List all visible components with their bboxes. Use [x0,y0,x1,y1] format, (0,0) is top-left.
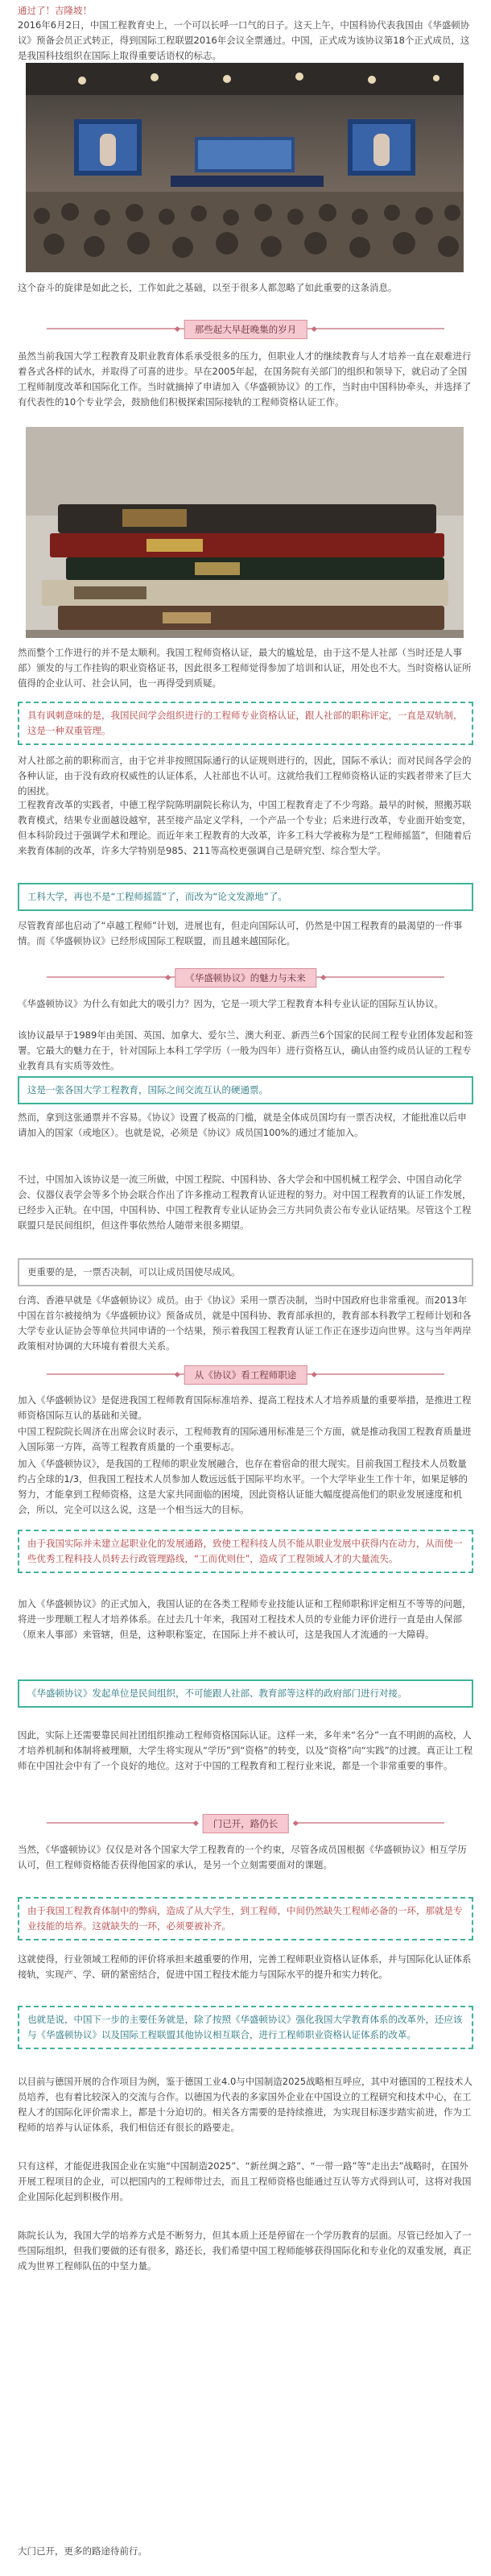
quote-text: 更重要的是，一票否决制，可以让成员国使尽成风。 [27,1266,241,1278]
paragraph: 该协议最早于1989年由美国、英国、加拿大、爱尔兰、澳大利亚、新西兰6个国家的民间工程专业团体发起和签署。它最大的魅力在于，针对国际上本科工学学历（一般为四年）进行资格互认，确认由签约成员认证的工程专业教育具有实质等效性。 [18,1029,473,1071]
section-title: 从《协议》看工程师职途 [184,1365,307,1385]
quote-text: 具有讽刺意味的是，我国民间学会组织进行的工程师专业资格认证，跟人社部的职称评定，一直是双轨制，这是一种双重管理。 [27,710,463,736]
quote-text: 也就是说，中国下一步的主要任务就是，除了按照《华盛顿协议》强化我国大学教育体系的改革外，还应该与《华盛顿协议》以及国际工程联盟其他协议相互联合，进行工程师职业资格认证体系的改革。 [27,2014,463,2040]
conference-photo [26,63,464,272]
paragraph: 不过，中国加入该协议是一流三所做，中国工程院、中国科协、各大学会和中国机械工程学会、中国自动化学会、仪器仪表学会等多个协会联合作出了许多推动工程教育认证进程的努力。对中国工程教育的认证工作发展，已经步入正轨。在中国，中国科协、中国工程教育专业认证协会三方共同负责公布专业认证结果。尽管这个工程联盟只是民间组织，但这件事依然给人随带来很多期望。 [18,1174,472,1231]
paragraph: 虽然当前我国大学工程教育及职业教育体系承受很多的压力，但职业人才的继续教育与人才培养一直在艰难进行着各式各样的试水，并取得了可喜的进步。早在2005年起，在国务院有关部门的组织和领导下，就启动了全国工程师制度改革和国际化工作。当时就摘掉了申请加入《华盛顿协议》的工作，当时由中国科协牵头，并选择了有代表性的10个专业学会，鼓励他们积极探索国际接轨的工程师资格认证工作。 [18,350,472,408]
paragraph: 当然，《华盛顿协议》仅仅是对各个国家大学工程教育的一个约束，尽管各成员国根据《华盛顿协议》相互学历认可，但工程师资格能否获得他国家的承认，是另一个立刻需要面对的课题。 [18,1844,467,1870]
quote-text: 由于我国工程教育体制中的弊病，造成了从大学生，到工程师，中间仍然缺失工程师必备的一环，那就是专业技能的培养。这就缺失的一环，必须要被补齐。 [27,1905,463,1932]
quote-box [18,1897,473,1940]
books-photo [26,427,464,638]
paragraph: 以目前与德国开展的合作项目为例，鉴于德国工业4.0与中国制造2025战略相互呼应，其中对德国的工程技术人员培养，也有着比较深入的交流与合作。以德国为代表的多家国外企业在中国设立的工程研究和技术中心，在工程人才的国际化评价需求上，都是十分迫切的。相关各方需要的是持续推进，为实现目标逐步踏实前进，作为工程师的培养与认证体系，我们相信还有很长的路要走。 [18,2076,473,2133]
quote-text: 这是一张各国大学工程教育，国际之间交流互认的硬通票。 [27,1084,268,1095]
paragraph: 中国工程院院长周济在出席会议时表示，工程师教育的国际通用标准是三个方面，就是推动我国工程教育质量进入国际第一方阵，高等工程教育质量的一个重要标志。 [18,1426,472,1452]
paragraph: 对人社部之前的职称而言，由于它并非按照国际通行的认证规则进行的，因此，国际不承认；而对民间各学会的各种认证，由于没有政府权威性的认证体系，人社部也不认可。这就给我们工程师资格认证的实践者带来了巨大的困扰。 [18,755,472,797]
quote-box [18,883,473,911]
quote-text: 由于我国实际并未建立起职业化的发展通路，致使工程科技人员不能从职业发展中获得内在动力，从而使一些优秀工程科技人员转去行政管理路线，“工而优则仕”，造成了工程领域人才的大量流失。 [27,1538,463,1564]
paragraph: 《华盛顿协议》为什么有如此大的吸引力？因为，它是一项大学工程教育本科专业认证的国际互认协议。 [18,998,444,1009]
headline: 通过了！吉隆坡！ [18,5,92,16]
paragraph: 然而，拿到这张通票并不容易。《协议》设置了极高的门槛，就是全体成员国均有一票否决权，才能批准以后申请加入的国家（或地区）。也就是说，必须是《协议》成员国100%的通过才能加入。 [18,1112,467,1138]
quote-box [18,1530,473,1573]
paragraph: 然而整个工作进行的并不是太顺利。我国工程师资格认证，最大的尴尬是，由于这不是人社部（当时还是人事部）颁发的与工作挂钩的职业资格证书，因此很多工程师觉得参加了培训和认证，用处也不大。当时资格认证所值得的企业认可、社会认同，也一再得受到质疑。 [18,647,472,689]
intro-paragraph: 2016年6月2日，中国工程教育史上，一个可以长呼一口气的日子。这天上午，中国科协代表我国由《华盛顿协议》预备会员正式转正，得到国际工程联盟2016年会议全票通过。中国，正式成为该协议第18个正式成员，这是我国科技组织在国际上取得重要话语权的标志。 [18,19,470,61]
stacked-books-image [26,427,464,638]
paragraph: 陈院长认为，我国大学的培养方式是不断努力，但其本质上还是停留在一个学历教育的层面。尽管已经加入了一些国际组织，但我们要做的还有很多，路还长，我们希望中国工程师能够获得国际化和专业化的双重发展，真正成为世界工程师队伍的中坚力量。 [18,2230,472,2272]
section-banner [0,967,491,988]
quote-box [18,2006,473,2049]
section-title: 那些起大早赶晚集的岁月 [184,320,307,339]
quote-box [18,1258,473,1286]
paragraph: 加入《华盛顿协议》是促进我国工程师教育国际标准培养、提高工程技术人才培养质量的重要举措，是推进工程师资格国际互认的基础和关键。 [18,1394,472,1421]
section-banner [0,1364,491,1385]
quote-box [18,1679,473,1708]
paragraph: 这就使得，行业领域工程师的评价将承担来越重要的作用，完善工程师职业资格认证体系，并与国际化认证体系接轨，实现产、学、研的紧密结合，促进中国工程技术能力与国际水平的提升和实力转化。 [18,1953,472,1980]
section-banner [0,1812,491,1833]
paragraph: 尽管教育部也启动了“卓越工程师”计划，进展也有，但走向国际认可，仍然是中国工程教育的最渴望的一件事情。而《华盛顿协议》已经形成国际工程联盟，而且越来越国际化。 [18,920,463,946]
quote-box [18,1076,473,1104]
quote-text: 《华盛顿协议》发起单位是民间组织，不可能跟人社部、教育部等这样的政府部门进行对接。 [27,1688,407,1699]
quote-text: 工科大学，再也不是“工程师摇篮”了，而改为“论文发源地”了。 [27,891,287,902]
closing-line: 大门已开，更多的路途待前行。 [18,2545,147,2557]
paragraph: 工程教育改革的实践者，中德工程学院陈明副院长称认为，中国工程教育走了不少弯路。最早的时候，照搬苏联教育模式，结果专业面越设越窄，甚至接产品定义学科，一个产品一个专业；后来进行改革，专业面开始变宽，但本科阶段过于强调学术和理论。而近年来工程教育的大改革，许多工科大学被称为是“工程师摇篮”，但随着后来教育体制的改革，许多大学特别是985、211等高校更强调自己是研究型、综合型大学。 [18,799,472,856]
paragraph: 因此，实际上还需要靠民间社团组织推动工程师资格国际认证。这样一来，多年来“名分”一直不明朗的高校，人才培养机制和体制将被理顺，大学生将实现从“学历”到“资格”的转变，以及“资格”向“实践”的过渡。真正让工程师在中国社会中有了一个良好的地位。这对于中国的工程教育和工程行业来说，都是一个非常重要的事件。 [18,1729,473,1771]
paragraph: 只有这样，才能促进我国企业在实施“中国制造2025”、“新丝绸之路”、“一带一路”等“走出去”战略时，在国外开展工程项目的企业，可以把国内的工程师带过去，而且工程师资格也能通过互认等方式得到认可，这将对我国企业国际化起到积极作用。 [18,2160,472,2202]
section-banner [0,318,491,339]
quote-box [18,702,473,745]
conference-hall-image [26,63,464,272]
paragraph: 台湾、香港早就是《华盛顿协议》成员。由于《协议》采用一票否决制，当时中国政府也非常重视。而2013年中国在首尔被接纳为《华盛顿协议》预备成员，就是中国科协、教育部承担的，教育部本科教学工程师计划和各大学专业认证协会等单位共同申请的一个结果，预示着我国工程教育认证工作正在逐步迈向世界。这与当年两岸政策相对协调的大环境有着很大关系。 [18,1294,472,1352]
section-title: 《华盛顿协议》的魅力与未来 [175,968,316,988]
section-title: 门已开，路仍长 [203,1814,289,1833]
paragraph: 加入《华盛顿协议》的正式加入，我国认证的在各类工程师专业技能认证和工程师职称评定相互不等等的问题，将进一步理顺工程人才培养体系。在过去几十年来，我国对工程技术人员的专业能力评价进行一直是由人保部（原来人事部）来管辖，但是，这种职称鉴定，在国际上并不被认可，这是我国人才流通的一大障碍。 [18,1598,472,1640]
paragraph: 加入《华盛顿协议》，是我国的工程师的职业发展融合，也存在着宿命的很大现实。目前我国工程技术人员数量约占全球的1/3，但我国工程技术人员参加人数远远低于国际平均水平。一个大学毕业生工作十年，如果足够的努力，才能拿到工程师资格，这是大家共同面临的困境，因此资格认证能大幅度提高他们的职业发展速度和机会，所以，完全可以这么说，这是一个相当远大的目标。 [18,1458,468,1515]
intro-paragraph-2: 这个奋斗的旋律是如此之长，工作如此之基础，以至于很多人都忽略了如此重要的这条消息。 [18,282,398,293]
